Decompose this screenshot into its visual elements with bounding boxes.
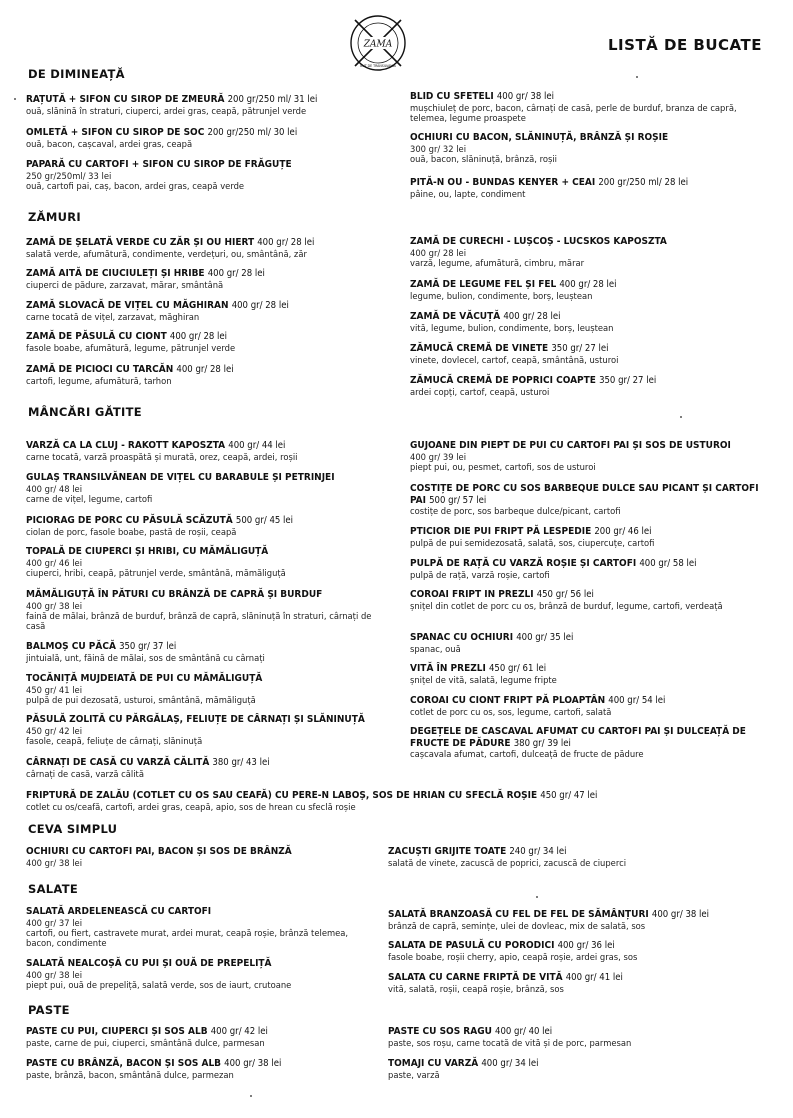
menu-item	[26, 472, 396, 504]
item-name: OCHIURI CU CARTOFI PAI, BACON ȘI SOS DE BRÂNZĂ	[26, 846, 292, 857]
scan-speck	[14, 98, 16, 100]
item-price: 500 gr/ 57 lei	[429, 494, 487, 506]
menu-item	[410, 558, 770, 580]
logo-emblem-icon	[349, 14, 407, 72]
item-name: PITĂ-N OU - BUNDAS KENYER + CEAI	[410, 177, 596, 188]
menu-item	[410, 236, 765, 268]
item-description: cotlet cu os/ceafă, cartofi, ardei gras, ceapă, apio, sos de hrean cu sfeclă roșie	[26, 801, 356, 812]
menu-item	[26, 331, 386, 353]
menu-item	[26, 1026, 386, 1048]
item-price: 400 gr/ 28 lei	[176, 364, 234, 375]
item-description: șnițel de vită, salată, legume fripte	[410, 674, 557, 685]
item-description: salată verde, afumătură, condimente, verdețuri, ou, smântână, zăr	[26, 248, 307, 259]
item-price: 500 gr/ 45 lei	[235, 515, 294, 526]
item-price: 400 gr/ 48 lei	[26, 483, 83, 494]
item-name: ZAMĂ DE LEGUME FEL ȘI FEL	[410, 279, 557, 290]
item-name: ZAMĂ DE VĂCUȚĂ	[410, 311, 501, 322]
item-price: 400 gr/ 40 lei	[495, 1026, 553, 1037]
item-price: 400 gr/ 38 lei	[496, 91, 555, 102]
section-heading-dimineata: DE DIMINEAȚĂ	[28, 67, 125, 81]
item-description: spanac, ouă	[410, 643, 461, 654]
section-heading-simplu: CEVA SIMPLU	[28, 822, 118, 836]
item-price: 350 gr/ 27 lei	[599, 375, 657, 386]
item-name: SALATA CU CARNE FRIPTĂ DE VITĂ	[388, 972, 563, 983]
item-description: fasole boabe, afumătură, legume, pătrunjel verde	[26, 342, 236, 353]
menu-item	[410, 483, 770, 516]
item-description: jintuială, unt, făină de mălai, sos de smântână cu cârnați	[26, 652, 265, 663]
menu-item	[26, 159, 366, 191]
item-price: 400 gr/ 39 lei	[410, 451, 467, 462]
item-name: SALATĂ NEALCOȘĂ CU PUI ȘI OUĂ DE PREPELIȚĂ	[26, 958, 272, 969]
item-price: 450 gr/ 47 lei	[540, 790, 598, 801]
item-name: ZAMĂ SLOVACĂ DE VIȚEL CU MĂGHIRAN	[26, 300, 229, 311]
item-price: 300 gr/ 32 lei	[410, 143, 467, 154]
section-heading-paste: PASTE	[28, 1003, 70, 1017]
menu-item	[26, 268, 386, 290]
scan-speck	[250, 1095, 252, 1097]
item-price: 400 gr/ 54 lei	[608, 695, 666, 706]
item-name: OCHIURI CU BACON, SLĂNINUȚĂ, BRÂNZĂ ȘI ROȘIE	[410, 132, 669, 143]
item-price: 240 gr/ 34 lei	[509, 846, 567, 857]
item-name: VARZĂ CA LA CLUJ - RAKOTT KAPOSZTA	[26, 440, 226, 451]
menu-item	[410, 589, 740, 611]
item-price: 200 gr/250 ml/ 28 lei	[598, 177, 689, 188]
section-heading-mancari: MÂNCĂRI GĂTITE	[28, 405, 142, 419]
item-price: 380 gr/ 39 lei	[513, 737, 571, 749]
item-description: piept pui, ou, pesmet, cartofi, sos de usturoi	[410, 461, 596, 472]
item-description: ciolan de porc, fasole boabe, pastă de roșii, ceapă	[26, 526, 237, 537]
menu-item	[26, 300, 386, 322]
item-description: carne tocată de vițel, zarzavat, măghiran	[26, 311, 200, 322]
item-price: 400 gr/ 44 lei	[228, 440, 286, 451]
item-price: 400 gr/ 38 lei	[26, 857, 83, 868]
item-name: PULPĂ DE RAȚĂ CU VARZĂ ROȘIE ȘI CARTOFI	[410, 558, 637, 569]
item-description: paste, brânză, bacon, smântână dulce, parmezan	[26, 1069, 234, 1080]
item-description: salată de vinete, zacuscă de poprici, zacuscă de ciuperci	[388, 857, 627, 868]
menu-item	[388, 1026, 773, 1048]
item-description: legume, bulion, condimente, borș, leuștean	[410, 290, 593, 301]
item-price: 400 gr/ 38 lei	[26, 600, 83, 611]
item-price: 350 gr/ 27 lei	[551, 343, 609, 354]
menu-item	[410, 343, 765, 365]
item-description: șnițel din cotlet de porc cu os, brânză de burduf, legume, cartofi, verdeață	[410, 600, 723, 611]
menu-item	[26, 958, 376, 990]
item-price: 450 gr/ 41 lei	[26, 684, 83, 695]
menu-item	[388, 972, 773, 994]
item-description: cartofi, legume, afumătură, tarhon	[26, 375, 172, 386]
item-name: ZĂMUCĂ CREMĂ DE POPRICI COAPTE	[410, 375, 596, 386]
item-price: 200 gr/250 ml/ 30 lei	[207, 127, 298, 138]
item-description: fasole, ceapă, feliuțe de cârnați, slăninuță	[26, 735, 203, 746]
menu-item	[26, 714, 406, 746]
item-description: cașcavala afumat, cartofi, dulceață de fructe de pădure	[410, 749, 644, 759]
item-name: TOMAJI CU VARZĂ	[388, 1058, 479, 1069]
item-price: 400 gr/ 58 lei	[639, 558, 697, 569]
item-name: TOPALĂ DE CIUPERCI ȘI HRIBI, CU MĂMĂLIGUȚĂ	[26, 546, 269, 557]
item-price: 400 gr/ 38 lei	[651, 909, 710, 920]
menu-item	[26, 364, 386, 386]
item-description: ciuperci de pădure, zarzavat, mărar, smântână	[26, 279, 224, 290]
item-price: 400 gr/ 38 lei	[26, 969, 83, 980]
menu-item	[388, 846, 768, 868]
item-description: ouă, slănină în straturi, ciuperci, ardei gras, ceapă, pătrunjel verde	[26, 105, 307, 116]
item-name: TOCĂNIȚĂ MUJDEIATĂ DE PUI CU MĂMĂLIGUȚĂ	[26, 673, 263, 684]
item-name: BLID CU SFETELI	[410, 91, 494, 102]
item-name: COSTIȚE DE PORC CU SOS BARBEQUE DULCE SAU PICANT ȘI CARTOFI PAI	[410, 483, 759, 506]
menu-item	[26, 846, 386, 868]
item-price: 350 gr/ 37 lei	[119, 641, 177, 652]
item-name: ZAMĂ DE PICIOCI CU TARCĂN	[26, 364, 174, 375]
item-name: PTICIOR DIE PUI FRIPT PĂ LESPEDIE	[410, 526, 592, 537]
item-name: PASTE CU PUI, CIUPERCI ȘI SOS ALB	[26, 1026, 208, 1037]
svg-text:BUT DE TRANSILVANIA: BUT DE TRANSILVANIA	[360, 64, 396, 68]
item-price: 400 gr/ 28 lei	[207, 268, 265, 279]
item-description: cotlet de porc cu os, sos, legume, cartofi, salată	[410, 706, 612, 717]
item-name: GUJOANE DIN PIEPT DE PUI CU CARTOFI PAI ȘI SOS DE USTUROI	[410, 440, 731, 451]
item-price: 400 gr/ 41 lei	[565, 972, 623, 983]
item-description: pulpă de rață, varză roșie, cartofi	[410, 569, 550, 580]
scan-speck	[636, 76, 638, 78]
menu-item	[410, 695, 770, 717]
item-name: OMLETĂ + SIFON CU SIROP DE SOC	[26, 127, 205, 138]
item-price: 250 gr/250ml/ 33 lei	[26, 170, 112, 181]
menu-item	[26, 757, 386, 779]
item-description: paste, sos roșu, carne tocată de vită și de porc, parmesan	[388, 1037, 632, 1048]
item-name: MĂMĂLIGUȚĂ ÎN PĂTURI CU BRÂNZĂ DE CAPRĂ ȘI BURDUF	[26, 589, 323, 600]
menu-item	[410, 91, 765, 123]
menu-item	[410, 177, 765, 199]
item-name: DEGEȚELE DE CASCAVAL AFUMAT CU CARTOFI PAI ȘI DULCEAȚĂ DE FRUCTE DE PĂDURE	[410, 726, 746, 749]
item-description: ouă, bacon, cașcaval, ardei gras, ceapă	[26, 138, 193, 149]
item-price: 400 gr/ 37 lei	[26, 917, 83, 928]
item-name: SALATĂ BRANZOASĂ CU FEL DE FEL DE SĂMÂNȚURI	[388, 909, 649, 920]
item-description: paste, carne de pui, ciuperci, smântână dulce, parmesan	[26, 1037, 265, 1048]
item-name: RAȚUTĂ + SIFON CU SIROP DE ZMEURĂ	[26, 94, 225, 105]
item-name: COROAI FRIPT IN PREZLI	[410, 589, 534, 600]
item-description: pâine, ou, lapte, condiment	[410, 188, 526, 199]
item-name: SALATĂ ARDELENEASCĂ CU CARTOFI	[26, 906, 212, 917]
item-description: faină de mălai, brânză de burduf, brânză de capră, slăninuță în straturi, cârnați de casă	[26, 610, 372, 631]
item-name: CÂRNAȚI DE CASĂ CU VARZĂ CĂLITĂ	[26, 757, 210, 768]
item-description: vită, salată, roșii, ceapă roșie, brânză, sos	[388, 983, 564, 994]
menu-item	[26, 790, 766, 812]
item-price: 200 gr/ 46 lei	[594, 526, 652, 537]
item-price: 400 gr/ 28 lei	[169, 331, 228, 342]
menu-item	[388, 940, 773, 962]
menu-item	[388, 909, 773, 931]
item-price: 400 gr/ 28 lei	[503, 311, 561, 322]
menu-item	[26, 641, 386, 663]
item-name: SALATA DE PASULĂ CU PORODICI	[388, 940, 555, 951]
item-price: 400 gr/ 36 lei	[557, 940, 615, 951]
item-description: fasole boabe, roșii cherry, apio, ceapă roșie, ardei gras, sos	[388, 951, 638, 962]
restaurant-logo	[349, 14, 407, 72]
menu-item	[26, 515, 386, 537]
menu-item	[410, 526, 770, 548]
section-heading-salate: SALATE	[28, 882, 79, 896]
item-name: ZAMĂ AITĂ DE CIUCIULEȚI ȘI HRIBE	[26, 268, 205, 279]
item-description: vită, legume, bulion, condimente, borș, leuștean	[410, 322, 614, 333]
menu-item	[26, 673, 386, 705]
menu-item	[26, 589, 386, 631]
item-name: ZAMĂ DE PĂSULĂ CU CIONT	[26, 331, 167, 342]
item-description: pulpă de pui dezosată, usturoi, smântână, mămăliguță	[26, 694, 256, 705]
item-description: carne tocată, varză proaspătă și murată, orez, ceapă, ardei, roșii	[26, 451, 298, 462]
menu-item	[410, 311, 765, 333]
item-description: varză, legume, afumătură, cimbru, mărar	[410, 257, 585, 268]
item-price: 450 gr/ 61 lei	[488, 663, 547, 674]
menu-item	[410, 632, 770, 654]
item-description: piept pui, ouă de prepeliță, salată verde, sos de iaurt, crutoane	[26, 979, 292, 990]
menu-item	[410, 375, 765, 397]
menu-item	[388, 1058, 773, 1080]
item-description: pulpă de pui semidezosată, salată, sos, ciupercuțe, cartofi	[410, 537, 655, 548]
item-name: PASTE CU SOS RAGU	[388, 1026, 492, 1037]
scan-speck	[536, 896, 538, 898]
item-price: 450 gr/ 42 lei	[26, 725, 83, 736]
item-name: SPANAC CU OCHIURI	[410, 632, 514, 643]
item-description: vinete, dovlecel, cartof, ceapă, smântână, usturoi	[410, 354, 619, 365]
menu-item	[26, 237, 386, 259]
item-description: cartofi, ou fiert, castravete murat, ardei murat, ceapă roșie, brânză telemea, bacon, condimente	[26, 927, 349, 948]
item-name: BALMOȘ CU PĂCĂ	[26, 641, 116, 652]
menu-item	[410, 726, 770, 759]
page-title: LISTĂ DE BUCATE	[608, 36, 762, 54]
menu-item	[410, 132, 765, 164]
item-description: cârnați de casă, varză călită	[26, 768, 144, 779]
item-name: PASTE CU BRÂNZĂ, BACON ȘI SOS ALB	[26, 1058, 222, 1069]
item-name: COROAI CU CIONT FRIPT PĂ PLOAPTÂN	[410, 695, 606, 706]
item-price: 380 gr/ 43 lei	[212, 757, 270, 768]
item-description: ouă, bacon, slăninuță, brânză, roșii	[410, 153, 557, 164]
item-description: costițe de porc, sos barbeque dulce/picant, cartofi	[410, 506, 621, 516]
item-name: ZAMĂ DE ȘELATĂ VERDE CU ZĂR ȘI OU HIERT	[26, 237, 255, 248]
item-price: 400 gr/ 28 lei	[257, 237, 315, 248]
section-heading-zamuri: ZĂMURI	[28, 210, 81, 224]
item-price: 400 gr/ 28 lei	[559, 279, 617, 290]
item-price: 400 gr/ 42 lei	[210, 1026, 268, 1037]
menu-item	[26, 440, 386, 462]
item-name: ZACUȘTI GRIJITE TOATE	[388, 846, 507, 857]
menu-item	[26, 546, 386, 578]
menu-item	[26, 1058, 386, 1080]
item-price: 200 gr/250 ml/ 31 lei	[227, 94, 318, 105]
item-description: ouă, cartofi pai, caș, bacon, ardei gras, ceapă verde	[26, 180, 245, 191]
item-price: 400 gr/ 38 lei	[224, 1058, 282, 1069]
scan-speck	[680, 416, 682, 418]
item-price: 400 gr/ 28 lei	[410, 247, 467, 258]
menu-item	[26, 94, 386, 116]
menu-item	[26, 906, 376, 948]
item-name: PĂSULĂ ZOLITĂ CU PĂRGĂLAȘ, FELIUȚE DE CÂRNAȚI ȘI SLĂNINUȚĂ	[26, 714, 365, 725]
menu-item	[410, 440, 770, 472]
item-price: 400 gr/ 46 lei	[26, 557, 83, 568]
item-description: ciuperci, hribi, ceapă, pătrunjel verde, smântână, mămăliguță	[26, 567, 286, 578]
item-name: VITĂ ÎN PREZLI	[410, 663, 486, 674]
item-price: 450 gr/ 56 lei	[536, 589, 594, 600]
item-price: 400 gr/ 28 lei	[231, 300, 289, 311]
item-name: FRIPTURĂ DE ZALĂU (COTLET CU OS SAU CEAFĂ) CU PERE-N LABOȘ, SOS DE HRIAN CU SFECLĂ ROȘIE	[26, 790, 538, 801]
menu-item	[26, 127, 386, 149]
item-description: carne de vițel, legume, cartofi	[26, 493, 153, 504]
item-name: PICIORAG DE PORC CU PĂSULĂ SCĂZUTĂ	[26, 515, 233, 526]
item-price: 400 gr/ 35 lei	[516, 632, 574, 643]
item-description: mușchiuleț de porc, bacon, cârnați de casă, perle de burduf, branza de capră, telemea, legume proaspete	[410, 102, 737, 123]
item-name: ZAMĂ DE CURECHI - LUȘCOȘ - LUCSKOS KAPOSZTA	[410, 236, 667, 247]
item-name: ZĂMUCĂ CREMĂ DE VINETE	[410, 343, 549, 354]
item-description: ardei copți, cartof, ceapă, usturoi	[410, 386, 550, 397]
item-name: GULAȘ TRANSILVĂNEAN DE VIȚEL CU BARABULE ȘI PETRINJEI	[26, 472, 335, 483]
item-name: PAPARĂ CU CARTOFI + SIFON CU SIROP DE FRĂGUȚE	[26, 159, 292, 170]
item-description: brânză de capră, semințe, ulei de dovleac, mix de salată, sos	[388, 920, 646, 931]
menu-item	[410, 663, 770, 685]
item-description: paste, varză	[388, 1069, 440, 1080]
logo-text: ZAMA	[363, 39, 393, 50]
item-price: 400 gr/ 34 lei	[481, 1058, 539, 1069]
menu-item	[410, 279, 765, 301]
